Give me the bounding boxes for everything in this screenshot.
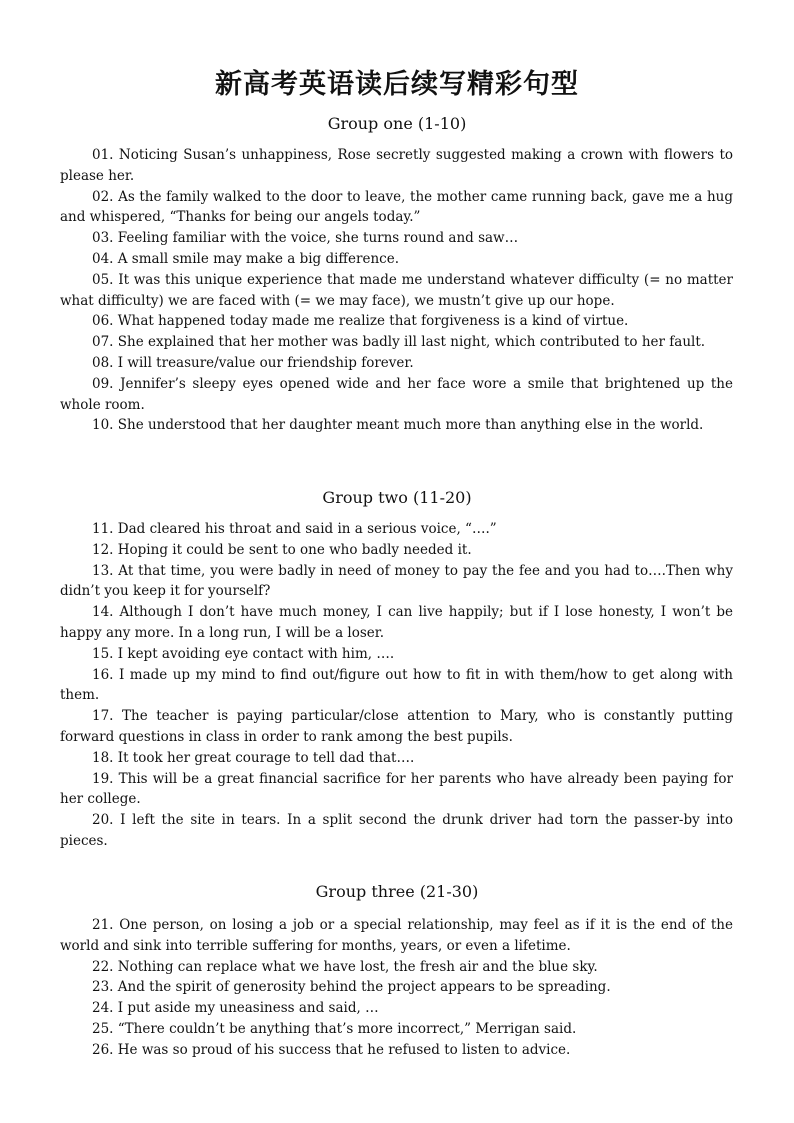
sentence-list-group-two — [60, 519, 733, 852]
group-heading-one: Group one (1-10) — [327, 114, 467, 133]
sentence-item: 11. Dad cleared his throat and said in a serious voice, “….” — [92, 521, 497, 537]
sentence-list-group-one — [60, 145, 733, 436]
sentence-item: 01. Noticing Susan’s unhappiness, Rose secretly suggested making a crown with flowers to please her. — [60, 147, 733, 184]
sentence-item: 03. Feeling familiar with the voice, she turns round and saw… — [92, 230, 519, 247]
sentence-item: 02. As the family walked to the door to leave, the mother came running back, gave me a hug and whispered, “Thanks for being our angels today.” — [60, 188, 733, 226]
sentence-item: 10. She understood that her daughter meant much more than anything else in the world. — [92, 417, 704, 434]
sentence-item: 20. I left the site in tears. In a split second the drunk driver had torn the passer-by into pieces. — [60, 812, 733, 849]
sentence-item: 15. I kept avoiding eye contact with him, …. — [92, 645, 395, 662]
page-title: 新高考英语读后续写精彩句型 — [215, 69, 579, 100]
sentence-item: 06. What happened today made me realize that forgiveness is a kind of virtue. — [92, 313, 629, 330]
group-heading-three: Group three (21-30) — [315, 882, 479, 901]
sentence-item: 25. “There couldn’t be anything that’s more incorrect,” Merrigan said. — [92, 1020, 577, 1037]
sentence-item: 23. And the spirit of generosity behind the project appears to be spreading. — [92, 979, 611, 996]
sentence-item: 13. At that time, you were badly in need of money to pay the fee and you had to….Then why didn’t you keep it for yourself? — [60, 562, 733, 600]
sentence-item: 21. One person, on losing a job or a special relationship, may feel as if it is the end of the world and sink into terrible suffering for months, years, or even a lifetime. — [60, 917, 733, 954]
sentence-list-group-three — [60, 915, 733, 1061]
sentence-item: 09. Jennifer’s sleepy eyes opened wide and her face wore a smile that brightened up the whole room. — [60, 375, 733, 413]
sentence-item: 04. A small smile may make a big difference. — [92, 250, 399, 267]
sentence-item: 17. The teacher is paying particular/close attention to Mary, who is constantly putting forward questions in class in order to rank among the best pupils. — [60, 708, 733, 745]
sentence-item: 05. It was this unique experience that made me understand whatever difficulty (= no matter what difficulty) we are faced with (= we may face), we mustn’t give up our hope. — [60, 271, 733, 309]
sentence-item: 12. Hoping it could be sent to one who badly needed it. — [92, 541, 472, 558]
sentence-item: 07. She explained that her mother was badly ill last night, which contributed to her fault. — [92, 334, 706, 351]
sentence-item: 14. Although I don’t have much money, I can live happily; but if I lose honesty, I won’t be happy any more. In a long run, I will be a loser. — [60, 604, 733, 641]
sentence-item: 18. It took her great courage to tell dad that…. — [92, 749, 415, 766]
sentence-item: 08. I will treasure/value our friendship forever. — [92, 354, 414, 371]
group-heading-two: Group two (11-20) — [322, 488, 472, 507]
sentence-item: 26. He was so proud of his success that he refused to listen to advice. — [92, 1041, 571, 1058]
sentence-item: 19. This will be a great financial sacrifice for her parents who have already been paying for her college. — [60, 770, 733, 808]
sentence-item: 16. I made up my mind to find out/figure out how to fit in with them/how to get along with them. — [60, 666, 733, 704]
sentence-item: 22. Nothing can replace what we have lost, the fresh air and the blue sky. — [92, 958, 598, 975]
sentence-item: 24. I put aside my uneasiness and said, … — [92, 1000, 379, 1017]
